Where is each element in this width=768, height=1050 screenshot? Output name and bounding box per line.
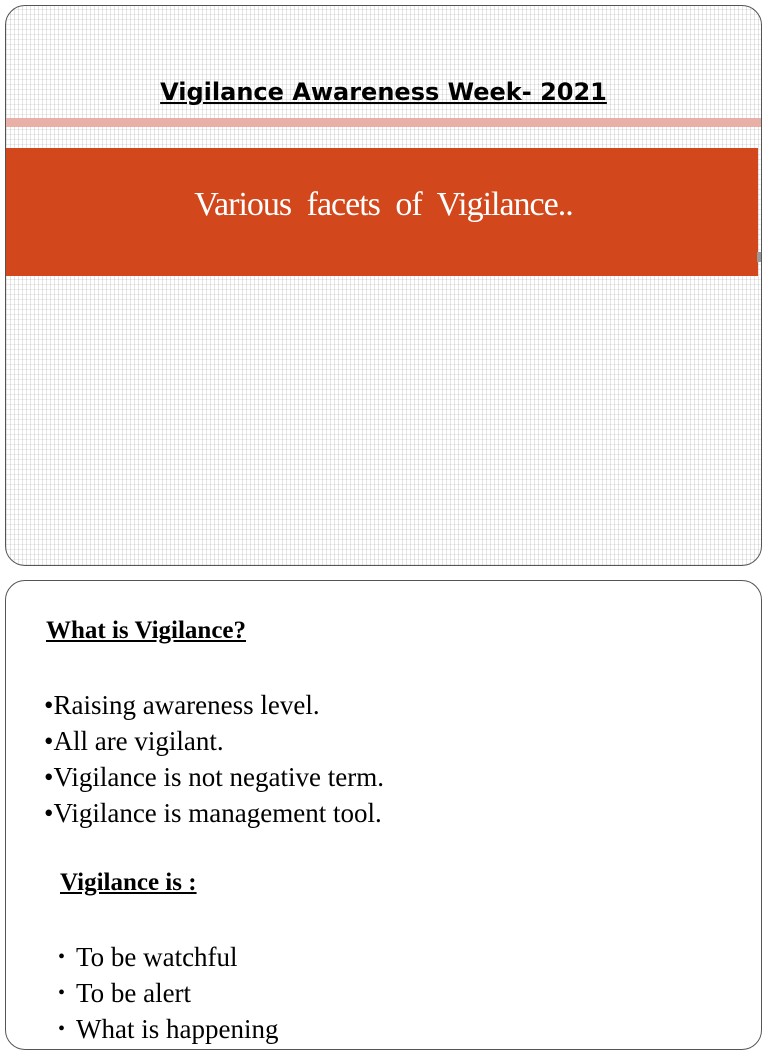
- list-item: •All are vigilant.: [44, 726, 224, 756]
- section-heading-what-is-vigilance: What is Vigilance?: [46, 617, 247, 644]
- slide-title: Various facets of Vigilance..: [194, 186, 573, 223]
- title-slide: [5, 5, 762, 566]
- list-item: [58, 939, 278, 975]
- list-item: •Raising awareness level.: [44, 690, 320, 720]
- list-item: •Vigilance is management tool.: [44, 798, 382, 828]
- content-slide: [5, 580, 762, 1050]
- awareness-points-list: [44, 687, 384, 831]
- list-item-text: What is happening: [76, 1014, 279, 1044]
- list-item: [58, 975, 278, 1011]
- banner-edge-marker: [757, 252, 761, 262]
- header-divider: [6, 118, 761, 127]
- list-item-text: To be alert: [76, 978, 192, 1008]
- bullet-icon: •: [58, 946, 66, 968]
- slide-header: Vigilance Awareness Week- 2021: [160, 78, 607, 106]
- bullet-icon: •: [58, 982, 66, 1004]
- list-item-text: To be watchful: [76, 942, 238, 972]
- list-item: [58, 1011, 278, 1047]
- list-item: •Vigilance is not negative term.: [44, 762, 384, 792]
- bullet-icon: •: [58, 1018, 66, 1040]
- vigilance-definition-list: [58, 939, 278, 1047]
- section-heading-vigilance-is: Vigilance is :: [60, 869, 197, 896]
